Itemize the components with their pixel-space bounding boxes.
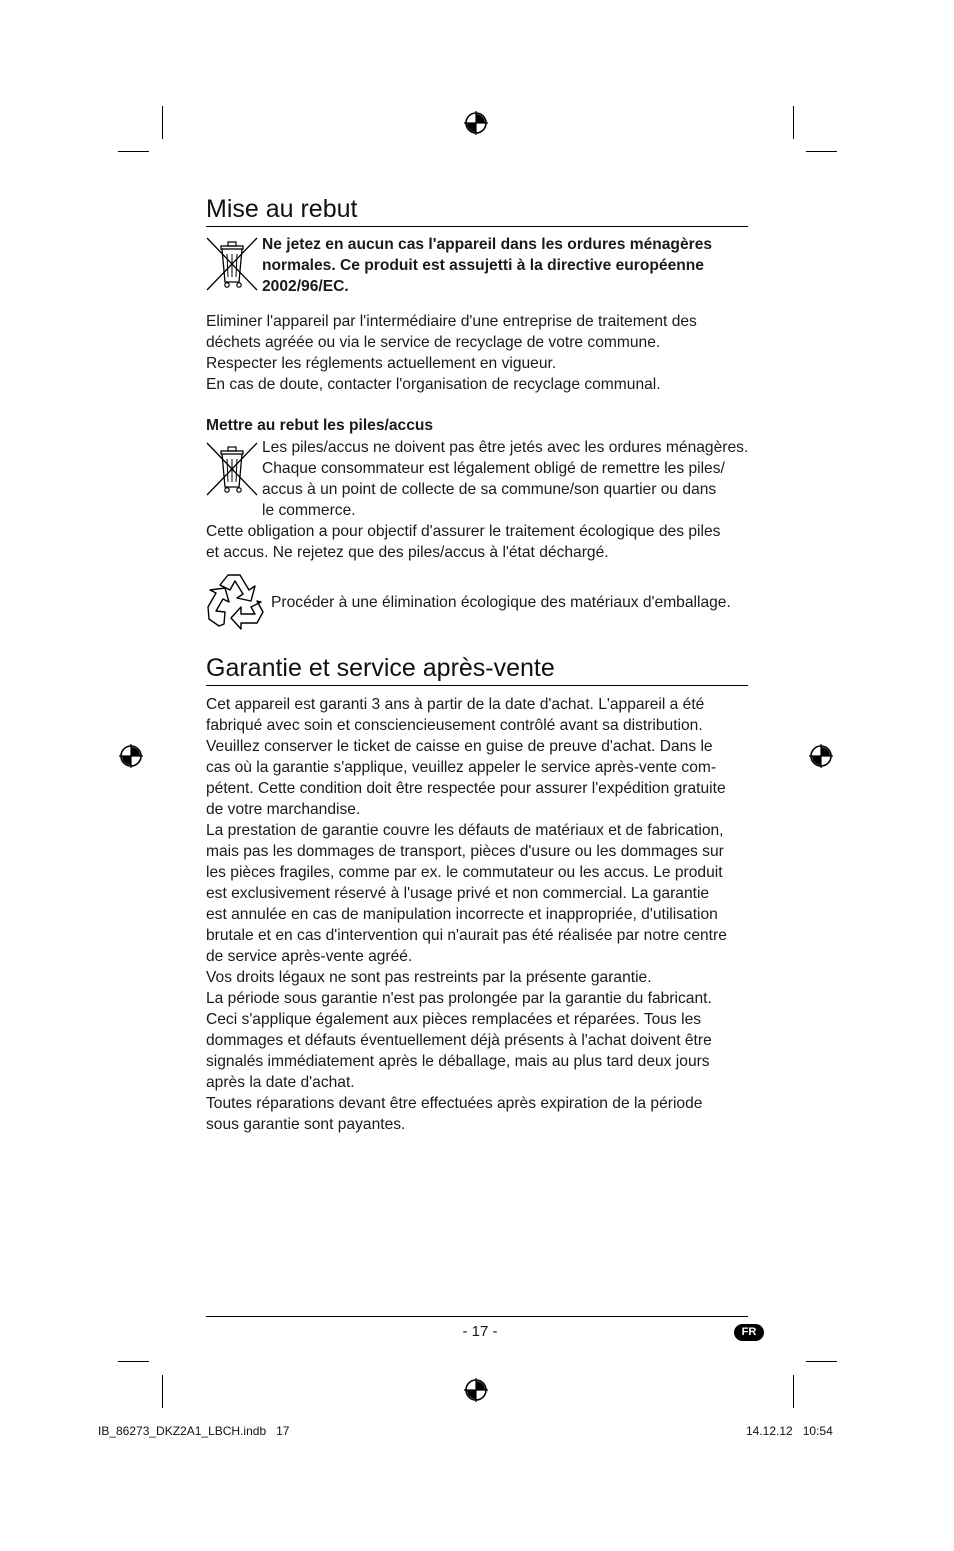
- registration-mark-icon: [809, 744, 833, 768]
- text-line: de service après-vente agréé.: [206, 948, 413, 965]
- recycle-icon: [205, 571, 267, 631]
- text-line: les pièces fragiles, comme par ex. le commutateur ou les accus. Le produit: [206, 864, 723, 881]
- text-line: brutale et en cas d'intervention qui n'aurait pas été réalisée par notre centre: [206, 927, 727, 944]
- text-line: signalés immédiatement après le déballage, mais au plus tard deux jours: [206, 1053, 710, 1070]
- text-line: est annulée en cas de manipulation incorrecte et inappropriée, d'utilisation: [206, 906, 718, 923]
- text-line: Toutes réparations devant être effectuées après expiration de la période: [206, 1095, 703, 1112]
- packaging-note: Procéder à une élimination écologique des matériaux d'emballage.: [271, 594, 731, 611]
- batteries-paragraph: [262, 437, 762, 521]
- section-title-warranty: Garantie et service après-vente: [206, 653, 748, 686]
- crop-mark: [793, 106, 794, 139]
- text-line: après la date d'achat.: [206, 1074, 355, 1091]
- page-number: - 17 -: [462, 1323, 498, 1340]
- text-line: pétent. Cette condition doit être respectée pour assurer l'expédition gratuite: [206, 780, 726, 797]
- text-line: mais pas les dommages de transport, pièces d'usure ou les dommages sur: [206, 843, 724, 860]
- text-line: Cette obligation a pour objectif d'assurer le traitement écologique des piles: [206, 523, 721, 540]
- text-line: Cet appareil est garanti 3 ans à partir de la date d'achat. L'appareil a été: [206, 696, 705, 713]
- crop-mark: [162, 1375, 163, 1408]
- text-line: le commerce.: [262, 502, 356, 519]
- text-line: Vos droits légaux ne sont pas restreints par la présente garantie.: [206, 969, 652, 986]
- text-line: Chaque consommateur est légalement obligé de remettre les piles/: [262, 460, 725, 477]
- text-line: Eliminer l'appareil par l'intermédiaire d'une entreprise de traitement des: [206, 313, 697, 330]
- crop-mark: [162, 106, 163, 139]
- crossed-bin-icon: [205, 441, 259, 497]
- text-line: La prestation de garantie couvre les défauts de matériaux et de fabrication,: [206, 822, 724, 839]
- crop-mark: [806, 1361, 837, 1362]
- text-line: Respecter les réglements actuellement en vigueur.: [206, 355, 557, 372]
- slug-file: IB_86273_DKZ2A1_LBCH.indb 17: [98, 1424, 290, 1438]
- language-badge: FR: [734, 1324, 764, 1341]
- disposal-paragraph: [206, 311, 766, 395]
- batteries-heading: Mettre au rebut les piles/accus: [206, 417, 434, 434]
- registration-mark-icon: [464, 1378, 488, 1402]
- warranty-paragraph: [206, 694, 766, 1135]
- crop-mark: [793, 1375, 794, 1408]
- text-line: Veuillez conserver le ticket de caisse en guise de preuve d'achat. Dans le: [206, 738, 713, 755]
- text-line: En cas de doute, contacter l'organisation de recyclage communal.: [206, 376, 661, 393]
- text-line: sous garantie sont payantes.: [206, 1116, 406, 1133]
- text-line: accus à un point de collecte de sa commune/son quartier ou dans: [262, 481, 717, 498]
- text-line: dommages et défauts éventuellement déjà présents à l'achat doivent être: [206, 1032, 712, 1049]
- text-line: fabriqué avec soin et consciencieusement contrôlé avant sa distribution.: [206, 717, 703, 734]
- text-line: La période sous garantie n'est pas prolongée par la garantie du fabricant.: [206, 990, 712, 1007]
- registration-mark-icon: [464, 111, 488, 135]
- text-line: Ceci s'applique également aux pièces remplacées et réparées. Tous les: [206, 1011, 702, 1028]
- text-line: et accus. Ne rejetez que des piles/accus à l'état déchargé.: [206, 544, 609, 561]
- weee-notice: Ne jetez en aucun cas l'appareil dans les ordures ménagères normales. Ce produit est assujetti à la directive européenne 2002/96/EC.: [262, 236, 713, 295]
- text-line: est exclusivement réservé à l'usage privé et non commercial. La garantie: [206, 885, 710, 902]
- text-line: Les piles/accus ne doivent pas être jetés avec les ordures ménagères.: [262, 439, 749, 456]
- registration-mark-icon: [119, 744, 143, 768]
- text-line: déchets agréée ou via le service de recyclage de votre commune.: [206, 334, 661, 351]
- crop-mark: [118, 151, 149, 152]
- section-title-disposal: Mise au rebut: [206, 194, 748, 227]
- text-line: de votre marchandise.: [206, 801, 361, 818]
- slug-date: 14.12.12 10:54: [746, 1424, 833, 1438]
- crossed-bin-icon: [205, 236, 259, 292]
- footer-rule: [206, 1316, 748, 1317]
- crop-mark: [118, 1361, 149, 1362]
- text-line: cas où la garantie s'applique, veuillez appeler le service après-vente com-: [206, 759, 717, 776]
- batteries-note: [206, 521, 766, 563]
- crop-mark: [806, 151, 837, 152]
